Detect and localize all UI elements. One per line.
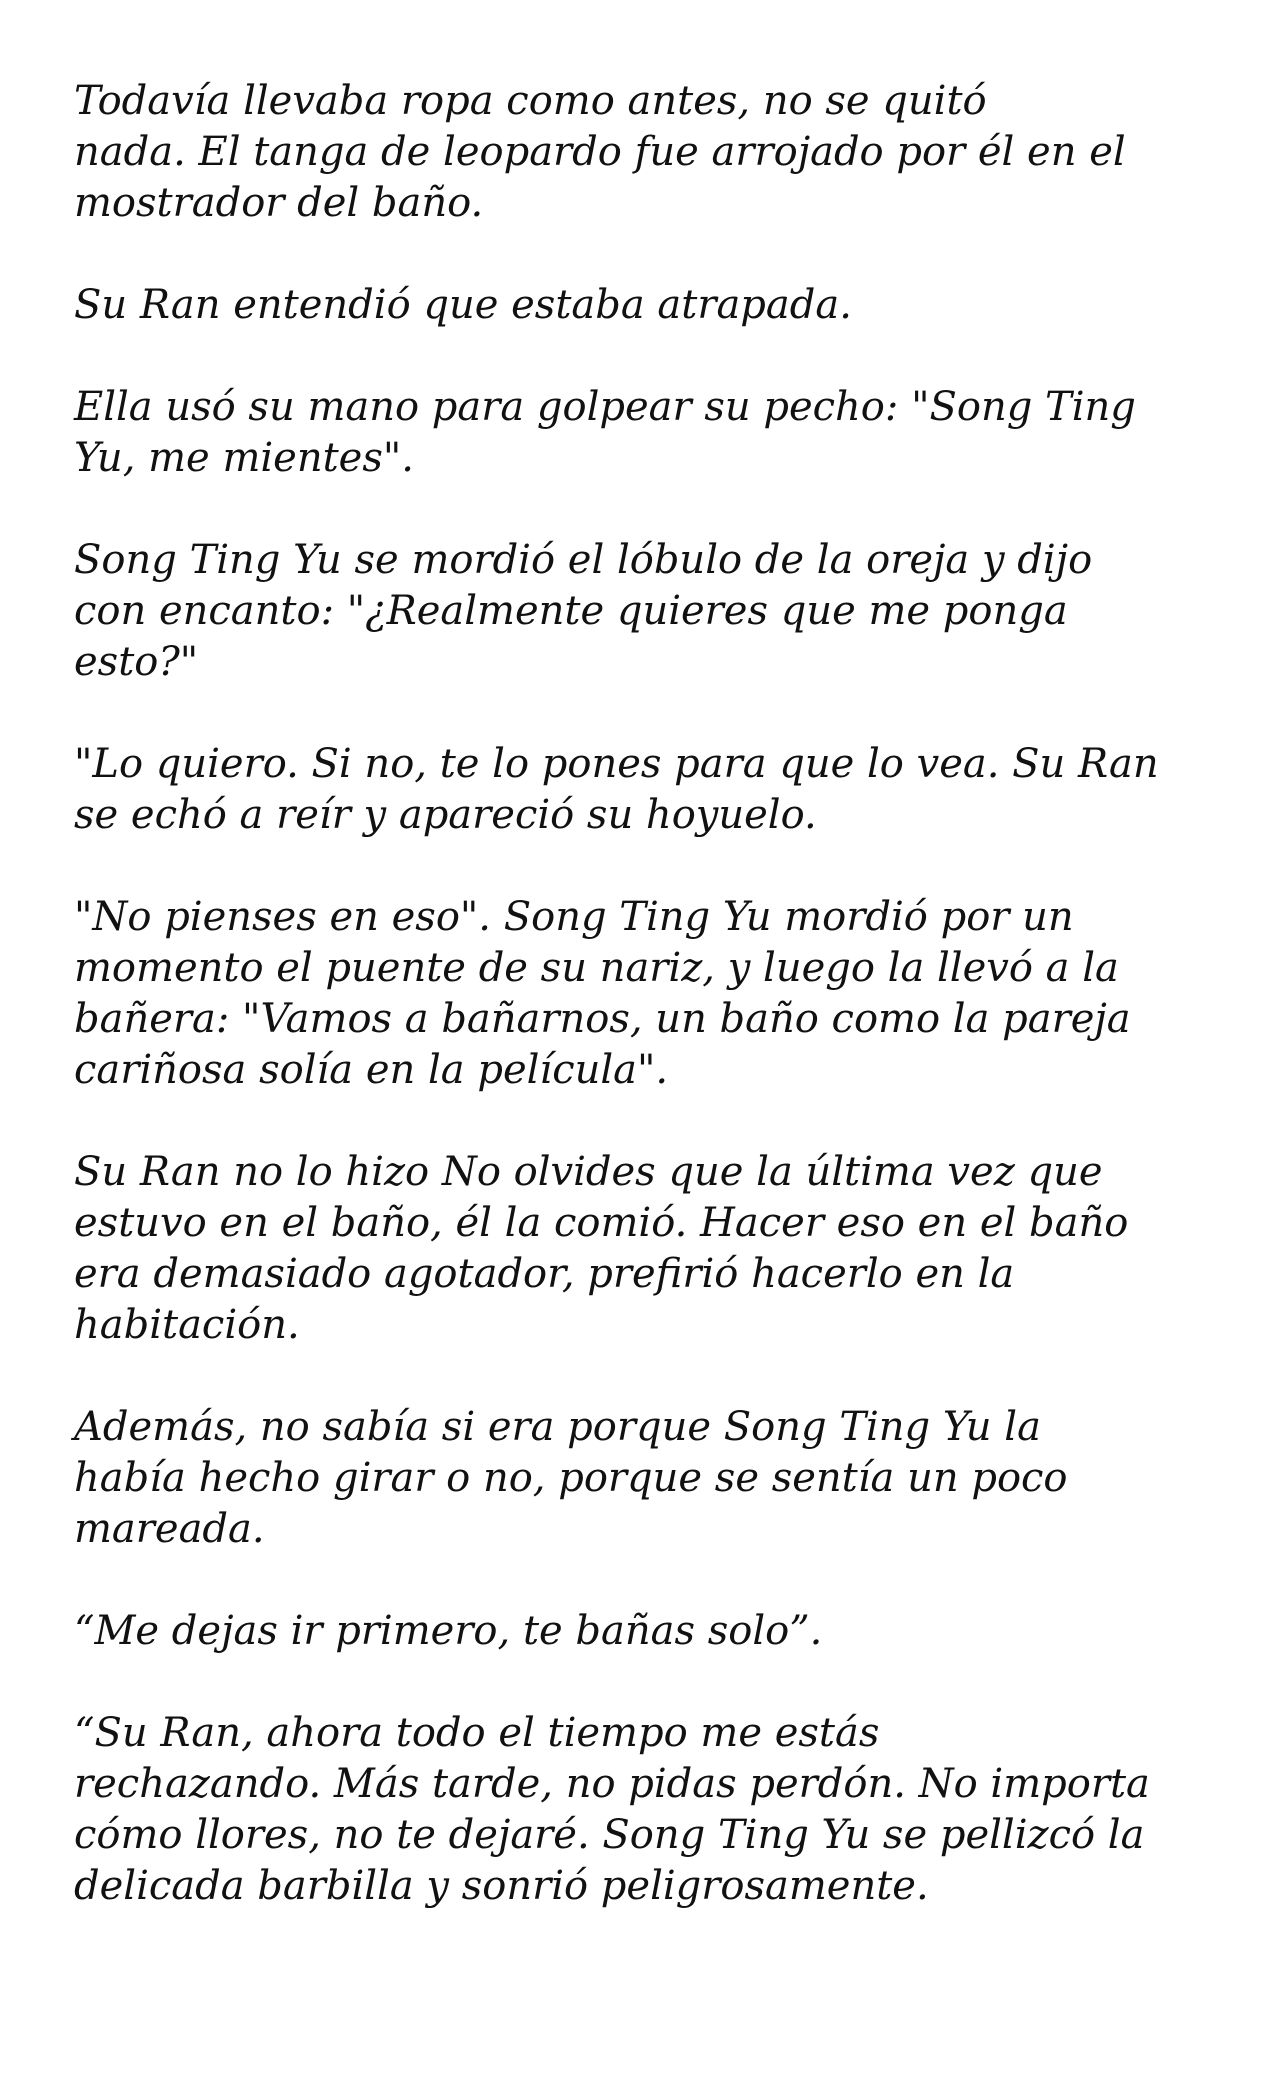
paragraph-1: Todavía llevaba ropa como antes, no se quitó nada. El tanga de leopardo fue arrojado por él en el mostrador del baño. <box>74 78 1126 226</box>
paragraph-6: "No pienses en eso". Song Ting Yu mordió por un momento el puente de su nariz, y luego la llevó a la bañera: "Vamos a bañarnos, un baño como la pareja cariñosa solía en la película". <box>74 894 1131 1093</box>
paragraph-3: Ella usó su mano para golpear su pecho: "Song Ting Yu, me mientes". <box>74 384 1136 481</box>
paragraph-9: “Me dejas ir primero, te bañas solo”. <box>74 1608 823 1654</box>
paragraph-8: Además, no sabía si era porque Song Ting Yu la había hecho girar o no, porque se sentía un poco mareada. <box>74 1404 1068 1552</box>
paragraph-10: “Su Ran, ahora todo el tiempo me estás rechazando. Más tarde, no pidas perdón. No importa cómo llores, no te dejaré. Song Ting Yu se pellizcó la delicada barbilla y sonrió peligrosamente. <box>74 1710 1150 1909</box>
paragraph-2: Su Ran entendió que estaba atrapada. <box>74 282 852 328</box>
paragraph-5: "Lo quiero. Si no, te lo pones para que lo vea. Su Ran se echó a reír y apareció su hoyuelo. <box>74 741 1159 838</box>
paragraph-7: Su Ran no lo hizo No olvides que la última vez que estuvo en el baño, él la comió. Hacer eso en el baño era demasiado agotador, prefirió hacerlo en la habitación. <box>74 1149 1129 1348</box>
paragraph-4: Song Ting Yu se mordió el lóbulo de la oreja y dijo con encanto: "¿Realmente quieres que me ponga esto?" <box>74 537 1093 685</box>
document-page <box>74 76 1214 1963</box>
